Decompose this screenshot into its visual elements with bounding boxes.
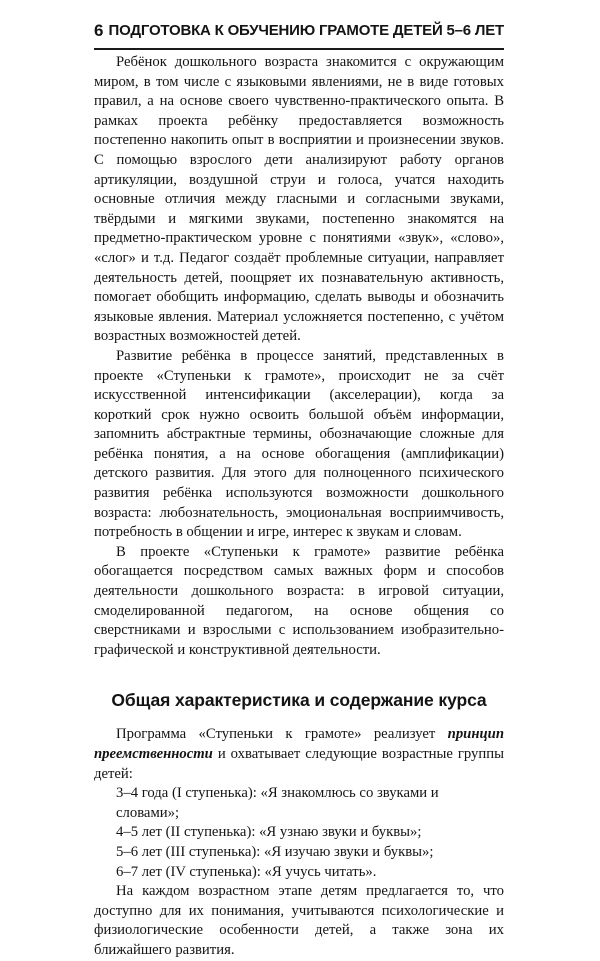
intro-text-end: и охватывает следующие возрастные группы детей: bbox=[94, 746, 504, 782]
closing-paragraph: На каждом возрастном этапе детям предлагается то, что доступно для их понимания, учитываются психологические и физиологические особенности детей, а также зона их ближайшего развития. bbox=[94, 883, 504, 958]
emphasis-term: принцип преемственности bbox=[94, 726, 504, 762]
age-group-item: 3–4 года (I ступенька): «Я знакомлюсь со звуками и словами»; bbox=[116, 785, 439, 821]
body-paragraph: Развитие ребёнка в процессе занятий, представленных в проекте «Ступеньки к грамоте», происходит не за счёт искусственной интенсификации (акселерации), когда за короткий срок нужно освоить большой объём информации, запомнить абстрактные термины, обозначающие сложные для ребёнка понятия, а на основе обогащения (амплификации) детского развития. Для этого для полноценного психического развития ребёнка используются возможности дошкольного возраста: любознательность, эмоциональная восприимчивость, потребность в общении и игре, интерес к звукам и словам. bbox=[94, 347, 504, 541]
body-paragraph: Ребёнок дошкольного возраста знакомится с окружающим миром, в том числе с языковыми явлениями, не в виде готовых правил, а на основе своего чувственно-практического опыта. В рамках проекта ребёнку предоставляется возможность постепенно накопить опыт в восприятии и произнесении звуков. С помощью взрослого дети анализируют работу органов артикуляции, воздушной струи и голоса, учатся находить основные отличия между гласными и согласными звуками, твёрдыми и мягкими звуками, постепенно знакомятся на предметно-практическом уровне с понятиями «звук», «слово», «слог» и т.д. Педагог создаёт проблемные ситуации, направляет деятельность детей, поощряет их познавательную активность, помогает обобщить информацию, сделать выводы и обозначить языковые явления. Материал усложняется постепенно, с учётом возрастных возможностей детей. bbox=[94, 54, 504, 345]
age-group-item: 6–7 лет (IV ступенька): «Я учусь читать». bbox=[116, 863, 377, 880]
running-title: ПОДГОТОВКА К ОБУЧЕНИЮ ГРАМОТЕ ДЕТЕЙ 5–6 ЛЕТ bbox=[108, 22, 504, 39]
intro-text: Программа «Ступеньки к грамоте» реализует bbox=[116, 726, 448, 743]
age-group-list bbox=[94, 784, 504, 882]
page-number: 6 bbox=[94, 21, 104, 40]
age-group-item: 4–5 лет (II ступенька): «Я узнаю звуки и буквы»; bbox=[116, 824, 422, 841]
age-group-item: 5–6 лет (III ступенька): «Я изучаю звуки и буквы»; bbox=[116, 843, 434, 860]
page-header bbox=[94, 14, 504, 50]
section-heading: Общая характеристика и содержание курса bbox=[111, 690, 487, 711]
section-intro bbox=[94, 725, 504, 784]
body-paragraph: В проекте «Ступеньки к грамоте» развитие ребёнка обогащается посредством самых важных форм и способов деятельности дошкольного возраста: в игровой ситуации, смоделированной педагогом, на основе общения со сверстниками и взрослыми с использованием изобразительно-графической и конструктивной деятельности. bbox=[94, 543, 504, 658]
page-body bbox=[94, 53, 504, 961]
